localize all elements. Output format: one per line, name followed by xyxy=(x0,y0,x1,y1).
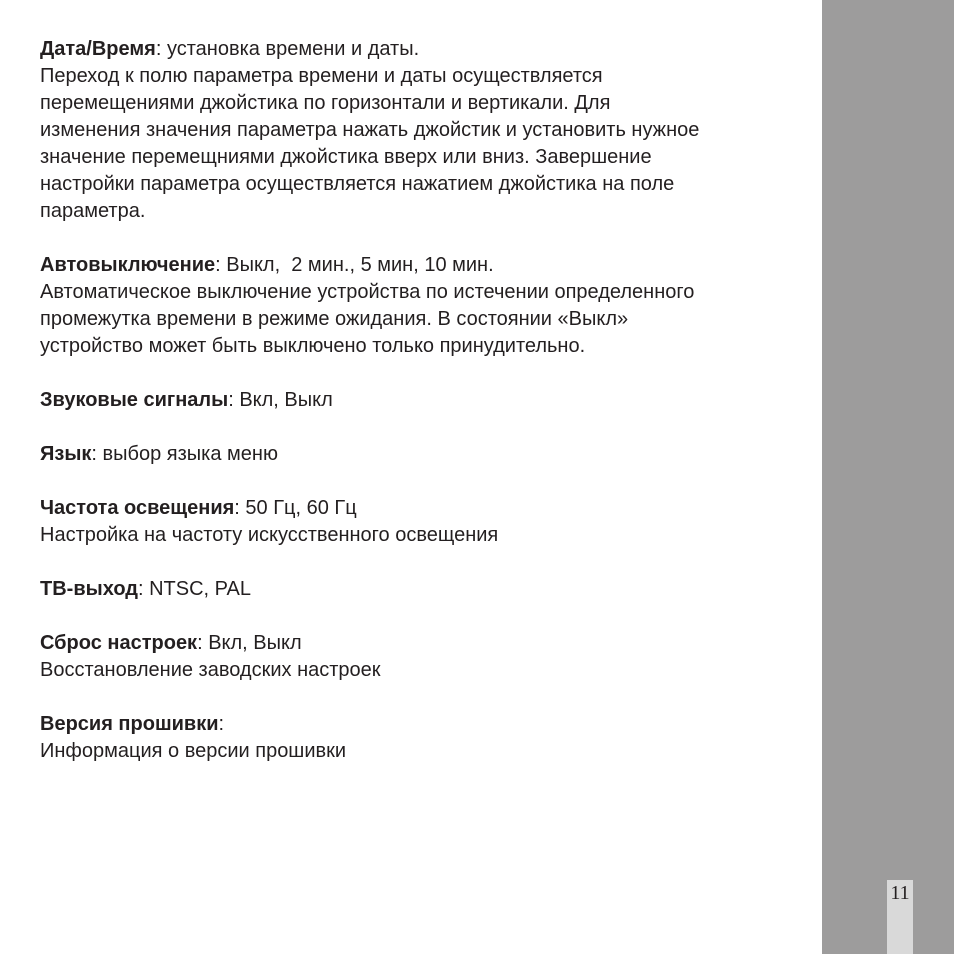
setting-heading xyxy=(40,36,810,63)
setting-term: Звуковые сигналы xyxy=(40,389,229,411)
setting-term: Сброс настроек xyxy=(40,632,198,654)
page-number: 11 xyxy=(890,882,910,904)
description-line: параметра. xyxy=(40,200,146,222)
setting-date-time xyxy=(40,36,810,225)
setting-heading xyxy=(40,711,810,738)
setting-values: : NTSC, PAL xyxy=(137,578,251,600)
setting-values: : 50 Гц, 60 Гц xyxy=(234,497,357,519)
setting-light-frequency xyxy=(40,495,810,549)
setting-term: Автовыключение xyxy=(40,254,216,276)
description-line: настройки параметра осуществляется нажатием джойстика на поле xyxy=(40,173,675,195)
setting-term: ТВ-выход xyxy=(40,578,138,600)
description-line: перемещениями джойстика по горизонтали и вертикали. Для xyxy=(40,92,611,114)
setting-auto-power-off xyxy=(40,252,810,360)
description-line: значение перемещниями джойстика вверх или вниз. Завершение xyxy=(40,146,652,168)
setting-heading xyxy=(40,576,810,603)
description-line: изменения значения параметра нажать джойстик и установить нужное xyxy=(40,119,700,141)
setting-values: : установка времени и даты. xyxy=(155,38,420,60)
description-line: Автоматическое выключение устройства по истечении определенного xyxy=(40,281,695,303)
setting-term: Язык xyxy=(40,443,92,465)
setting-heading xyxy=(40,387,810,414)
description-line: устройство может быть выключено только принудительно. xyxy=(40,335,586,357)
description-line: Переход к полю параметра времени и даты осуществляется xyxy=(40,65,603,87)
description-line: Настройка на частоту искусственного освещения xyxy=(40,524,499,546)
setting-heading xyxy=(40,441,810,468)
setting-sound-signals xyxy=(40,387,810,414)
description-line: промежутка времени в режиме ожидания. В состоянии «Выкл» xyxy=(40,308,629,330)
description-line: Информация о версии прошивки xyxy=(40,740,347,762)
setting-heading xyxy=(40,495,810,522)
description-line: Восстановление заводских настроек xyxy=(40,659,381,681)
setting-tv-out xyxy=(40,576,810,603)
setting-values: : Выкл, 2 мин., 5 мин, 10 мин. xyxy=(215,254,494,276)
setting-values: : Вкл, Выкл xyxy=(228,389,333,411)
setting-firmware-version xyxy=(40,711,810,765)
setting-heading xyxy=(40,252,810,279)
setting-values: : Вкл, Выкл xyxy=(197,632,302,654)
settings-description xyxy=(40,36,810,792)
setting-language xyxy=(40,441,810,468)
setting-term: Версия прошивки xyxy=(40,713,219,735)
setting-term: Частота освещения xyxy=(40,497,235,519)
page-number-tab xyxy=(887,880,913,954)
setting-reset xyxy=(40,630,810,684)
side-margin-band xyxy=(822,0,954,954)
setting-heading xyxy=(40,630,810,657)
setting-values: : xyxy=(218,713,225,735)
setting-values: : выбор языка меню xyxy=(91,443,278,465)
setting-term: Дата/Время xyxy=(40,38,156,60)
